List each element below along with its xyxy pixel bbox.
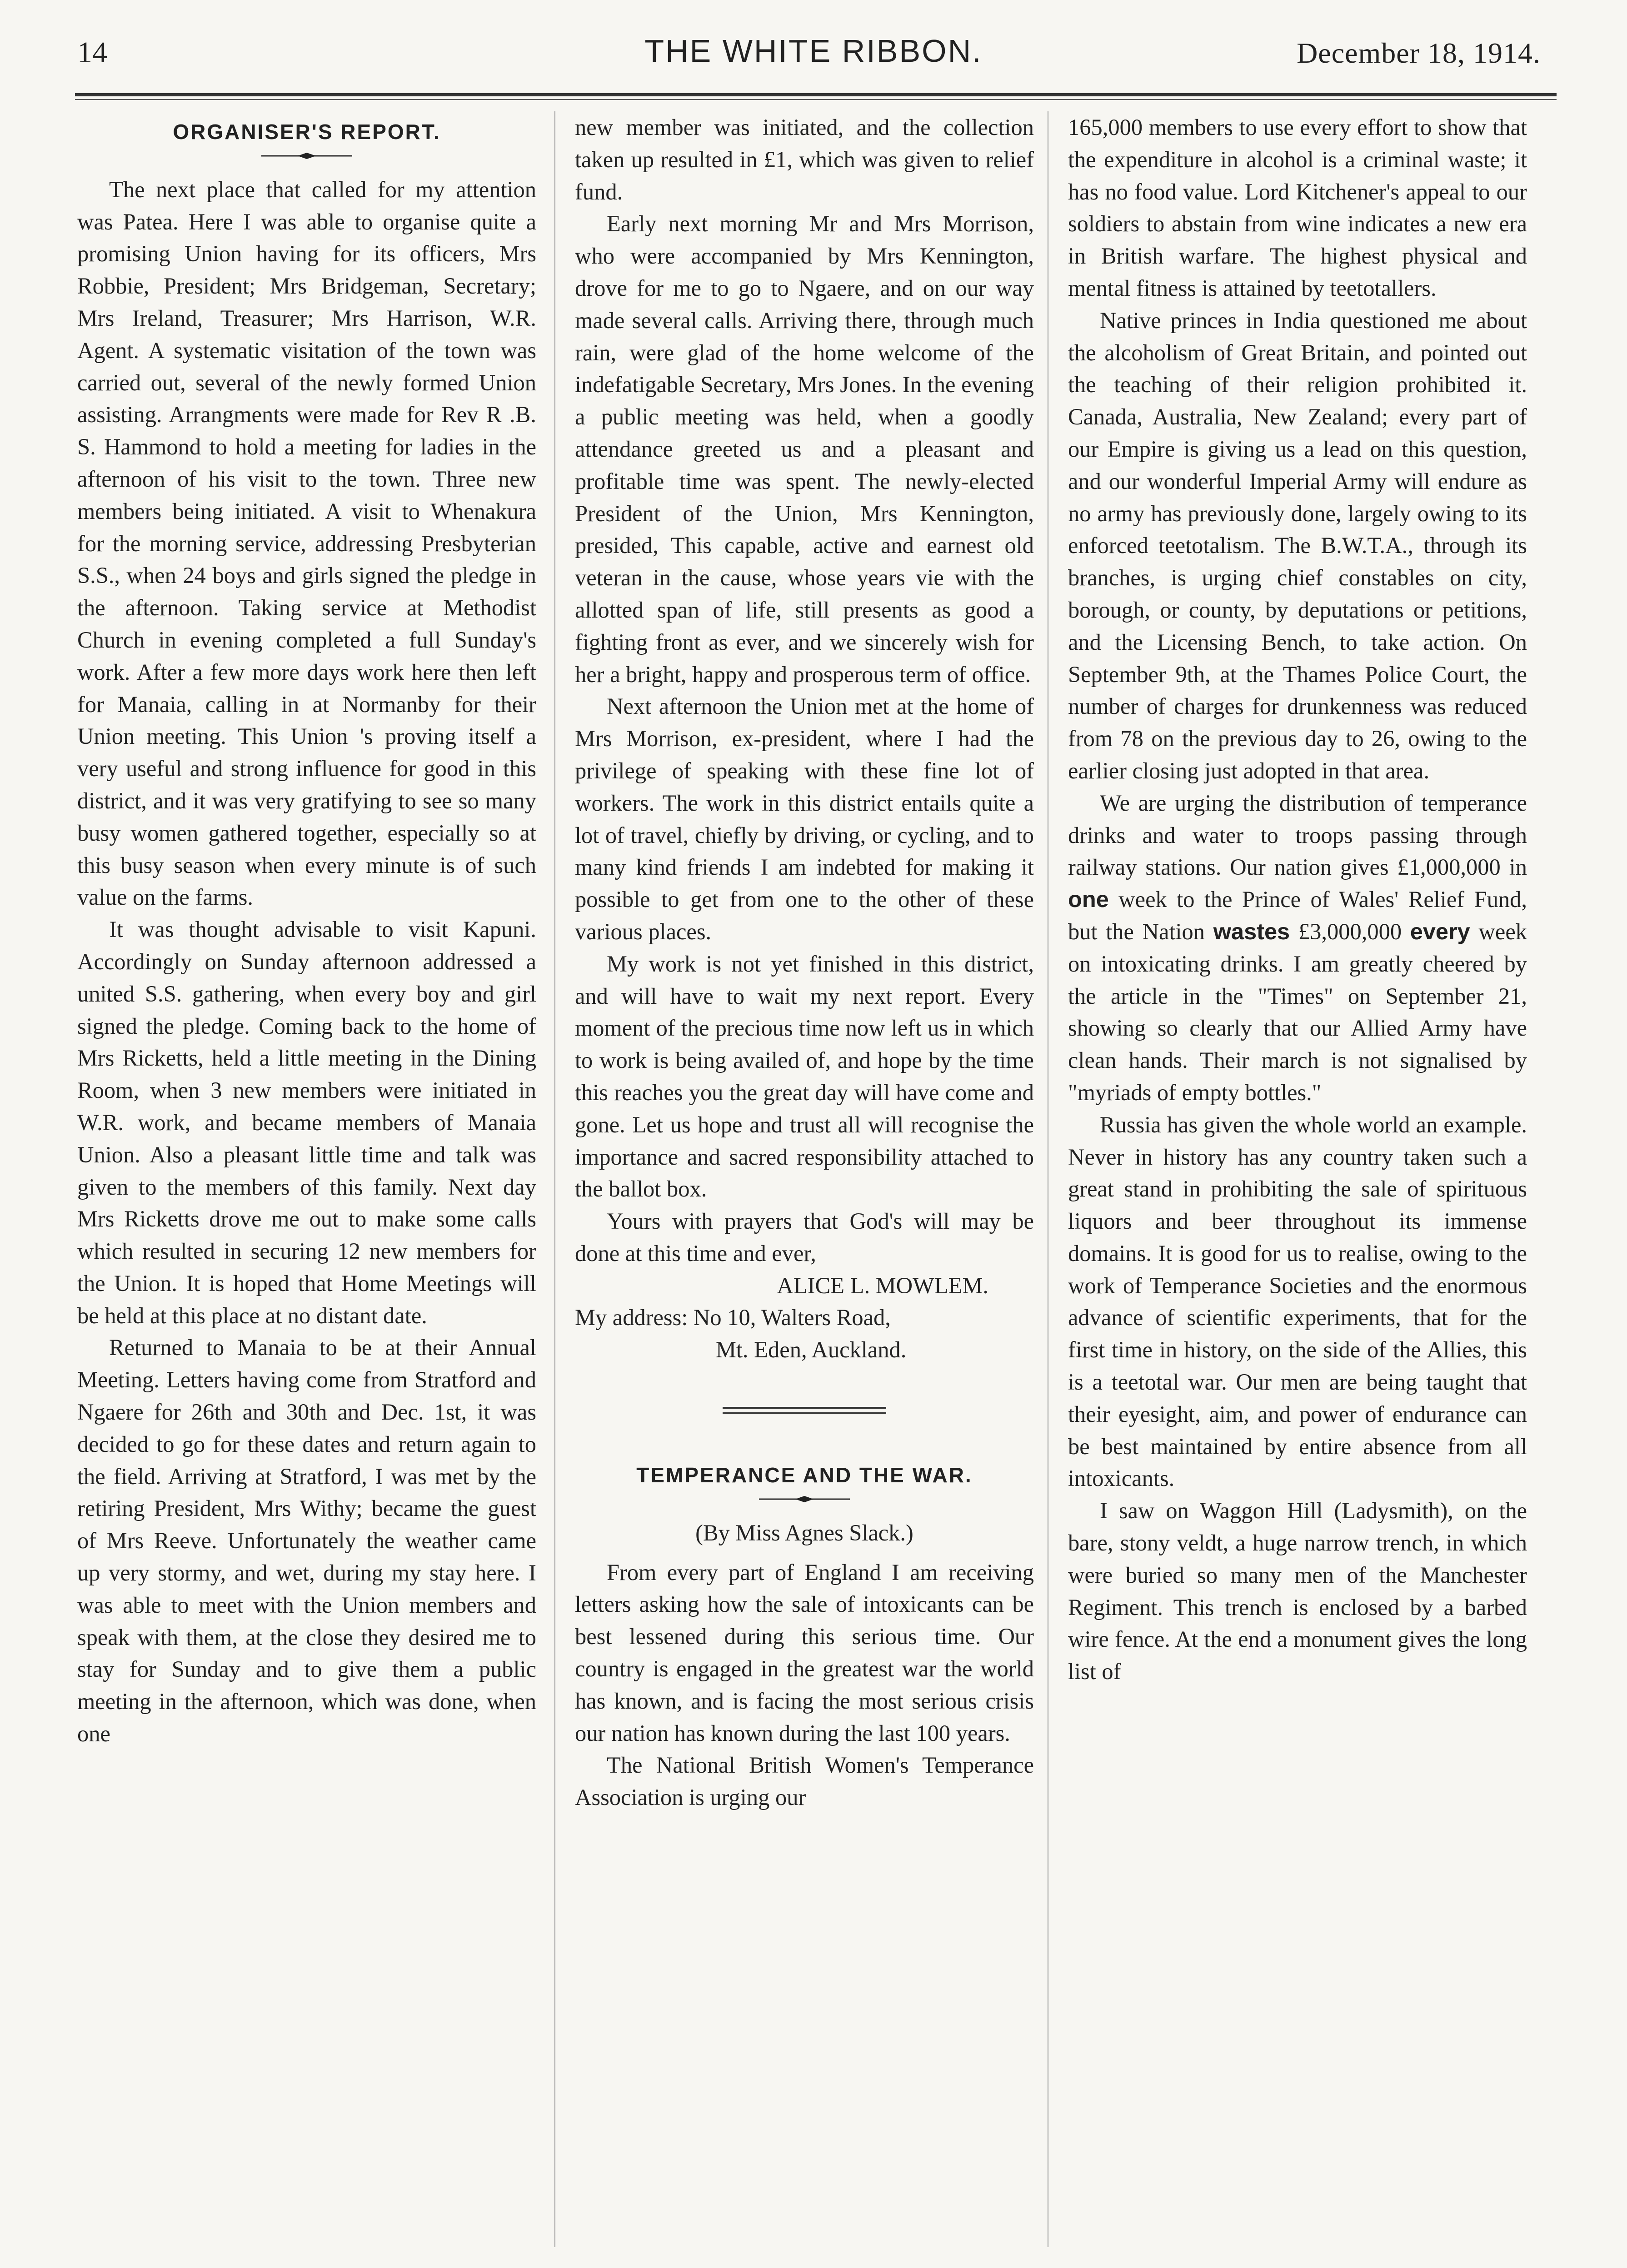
paragraph: I saw on Waggon Hill (Ladysmith), on the bare, stony veldt, a huge narrow trench, in which were buried so many men of the Manchester Regiment. This trench is enclosed by a barbed wire fence. At the end a monument gives the long list of — [1068, 1498, 1527, 1685]
paragraph — [1068, 787, 1527, 1109]
column-1 — [77, 111, 536, 2247]
paragraph: The National British Women's Temperance Association is urging our — [575, 1752, 1034, 1810]
paragraph: The next place that called for my attention was Patea. Here I was able to organise quite a promising Union having for its officers, Mrs Robbie, President; Mrs Bridgeman, Secretary; Mrs Ireland, Treasurer; Mrs Harrison, W.R. Agent. A systematic visitation of the town was carried out, several of the newly formed Union assisting. Arrangments were made for Rev R .B. S. Hammond to hold a meeting for ladies in the afternoon of his visit to the town. Three new members being initiated. A visit to Whenakura for the morning service, addressing Presbyterian S.S., when 24 boys and girls signed the pledge in the afternoon. Taking service at Methodist Church in evening completed a full Sunday's work. After a few more days work here then left for Manaia, calling in at Normanby for their Union meeting. This Union 's proving itself a very useful and strong influence for good in this district, and it was very gratifying to see so many busy women gathered together, especially so at this busy season when every minute is of such value on the farms. — [77, 176, 536, 910]
text-run: week on intoxicating drinks. I am greatly cheered by the article in the "Times" on September 21, showing so clearly that our Allied Army have clean hands. Their march is not signalised by "myriads of empty bottles." — [1068, 918, 1527, 1105]
emphasis-one: one — [1068, 886, 1109, 912]
dash-ornament-icon — [257, 151, 357, 161]
page-number: 14 — [77, 36, 107, 69]
organiser-report-heading: ORGANISER'S REPORT. — [173, 120, 441, 144]
paragraph: Russia has given the whole world an example. Never in history has any country taken such a great stand in prohibiting the sale of spirituous liquors and beer throughout its immense domains. It is good for us to realise, owing to the work of Temperance Societies and the enormous advance of scientific experiments, that for the first time in history, on the side of the Allies, this is a teetotal war. Our men are being taught that their eyesight, aim, and power of endurance can be best maintained by entire absence from all intoxicants. — [1068, 1112, 1527, 1491]
text-run: £3,000,000 — [1290, 918, 1410, 944]
text-run: week to the Prince of Wales' Relief Fund, but the Nation — [1068, 887, 1527, 944]
section-separator — [723, 1407, 886, 1414]
newspaper-title: THE WHITE RIBBON. — [644, 33, 983, 69]
address-line: My address: No 10, Walters Road, — [575, 1305, 891, 1331]
paragraph: Native princes in India questioned me about the alcoholism of Great Britain, and pointed out the teaching of their religion prohibited it. Canada, Australia, New Zealand; every part of our Empire is giving us a lead on this question, and our wonderful Imperial Army will endure as no army has previously done, largely owing to its enforced teetotalism. The B.W.T.A., through its branches, is urging chief constables on city, borough, or county, by deputations or petitions, and the Licensing Bench, to take action. On September 9th, at the Thames Police Court, the number of charges for drunkenness was reduced from 78 on the previous day to 26, owing to the earlier closing just adopted in that area. — [1068, 307, 1527, 783]
column-divider — [554, 111, 555, 2247]
paragraph: My work is not yet finished in this district, and will have to wait my next report. Every moment of the precious time now left us in which to work is being availed of, and hope by the time this reaches you the great day will have come and gone. Let us hope and trust all will recognise the importance and sacred responsibility attached to the ballot box. — [575, 951, 1034, 1202]
issue-date: December 18, 1914. — [1297, 37, 1541, 69]
column-3 — [1068, 111, 1527, 2247]
address-line: Mt. Eden, Auckland. — [716, 1337, 907, 1363]
paragraph: Returned to Manaia to be at their Annual Meeting. Letters having come from Stratford and Ngaere for 26th and 30th and Dec. 1st, it was decided to go for these dates and return again to the field. Arriving at Stratford, I was met by the retiring President, Mrs Withy; became the guest of Mrs Reeve. Unfortunately the weather came up very stormy, and wet, during my stay here. I was able to meet with the Union members and speak with them, at the close they desired me to stay for Sunday and to give them a public meeting in the afternoon, which was done, when one — [77, 1335, 536, 1747]
header-rule-thin — [75, 99, 1557, 100]
paragraph: Next afternoon the Union met at the home of Mrs Morrison, ex-president, where I had the privilege of speaking with these fine lot of workers. The work in this district entails quite a lot of travel, chiefly by driving, or cycling, and to many kind friends I am indebted for making it possible to get from one to the other of these various places. — [575, 693, 1034, 944]
emphasis-wastes: wastes — [1213, 918, 1290, 944]
paragraph: It was thought advisable to visit Kapuni. Accordingly on Sunday afternoon addressed a united S.S. gathering, when every boy and girl signed the pledge. Coming back to the home of Mrs Ricketts, held a little meeting in the Dining Room, when 3 new members were initiated in W.R. work, and became members of Manaia Union. Also a pleasant little time and talk was given to the members of this family. Next day Mrs Ricketts drove me out to make some calls which resulted in securing 12 new members for the Union. It is hoped that Home Meetings will be held at this place at no distant date. — [77, 917, 536, 1328]
temperance-war-heading: TEMPERANCE AND THE WAR. — [636, 1463, 973, 1487]
paragraph: Yours with prayers that God's will may be done at this time and ever, — [575, 1208, 1034, 1266]
dash-ornament-icon — [754, 1494, 854, 1504]
paragraph: From every part of England I am receiving letters asking how the sale of intoxicants can be best lessened during this serious time. Our country is engaged in the greatest war the world has known, and is facing the most serious crisis our nation has known during the last 100 years. — [575, 1559, 1034, 1746]
paragraph: new member was initiated, and the collection taken up resulted in £1, which was given to relief fund. — [575, 115, 1034, 204]
emphasis-every: every — [1410, 918, 1470, 944]
signature: ALICE L. MOWLEM. — [777, 1272, 988, 1298]
header-rule — [75, 93, 1557, 96]
text-run: We are urging the distribution of temperance drinks and water to troops passing through railway stations. Our nation gives £1,000,000 in — [1068, 790, 1527, 880]
column-2 — [575, 111, 1034, 2247]
paragraph: Early next morning Mr and Mrs Morrison, who were accompanied by Mrs Kennington, drove for me to go to Ngaere, and on our way made several calls. Arriving there, through much rain, were glad of the home welcome of the indefatigable Secretary, Mrs Jones. In the evening a public meeting was held, when a goodly attendance greeted us and a pleasant and profitable time was spent. The newly-elected President of the Union, Mrs Kennington, presided, This capable, active and earnest old veteran in the cause, whose years vie with the allotted span of life, still presents as good a fighting front as ever, and we sincerely wish for her a bright, happy and prosperous term of office. — [575, 211, 1034, 687]
paragraph: 165,000 members to use every effort to show that the expenditure in alcohol is a criminal waste; it has no food value. Lord Kitchener's appeal to our soldiers to abstain from wine indicates a new era in British warfare. The highest physical and mental fitness is attained by teetotallers. — [1068, 115, 1527, 301]
byline: (By Miss Agnes Slack.) — [695, 1520, 913, 1545]
